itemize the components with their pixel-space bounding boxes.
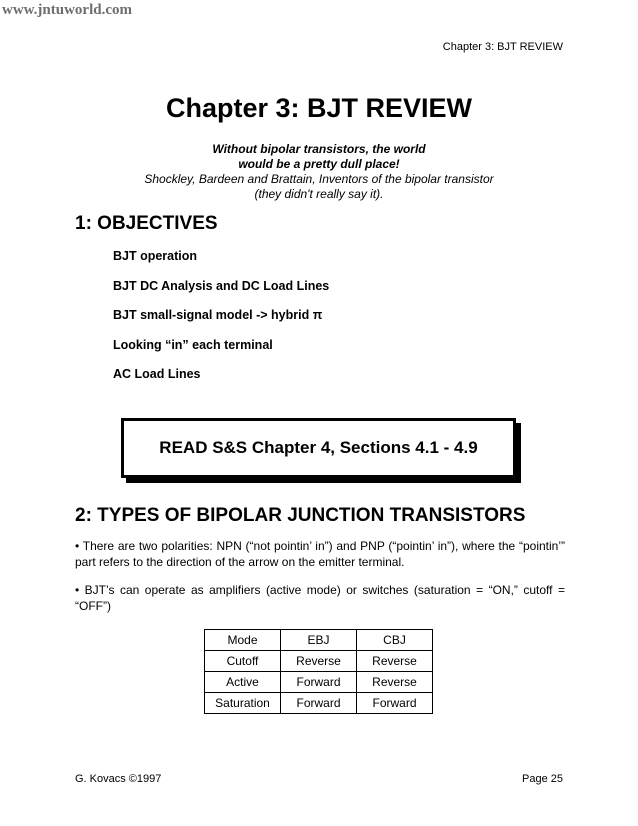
section-heading-objectives: 1: OBJECTIVES [75,213,218,234]
table-row [205,672,433,693]
paragraph-polarities: • There are two polarities: NPN (“not pointin’ in”) and PNP (“pointin’ in”), where the “pointin’” part refers to the direction of the arrow on the emitter terminal. [75,539,565,569]
objectives-list [113,247,329,395]
table-header-cell: CBJ [357,630,433,651]
table-row [205,693,433,714]
table-header-cell: EBJ [281,630,357,651]
section-heading-types: 2: TYPES OF BIPOLAR JUNCTION TRANSISTORS [75,505,526,526]
chapter-title: Chapter 3: BJT REVIEW [165,93,473,123]
list-item: Looking “in” each terminal [113,337,273,352]
epigraph-line-1: Without bipolar transistors, the world [212,142,426,156]
paragraph-modes: • BJT’s can operate as amplifiers (active mode) or switches (saturation = “ON,” cutoff = “OFF”) [75,583,565,613]
list-item: BJT DC Analysis and DC Load Lines [113,278,330,293]
watermark: www.jntuworld.com [2,2,132,18]
list-item: AC Load Lines [113,367,201,381]
table-cell: Reverse [357,651,433,672]
table-row [205,651,433,672]
footer-page-number: Page 25 [522,773,563,785]
list-item: BJT operation [113,249,198,263]
table-header-cell: Mode [205,630,281,651]
modes-table [204,629,433,714]
epigraph [0,142,638,202]
read-box-text: READ S&S Chapter 4, Sections 4.1 - 4.9 [159,438,478,457]
footer-author: G. Kovacs ©1997 [75,773,162,785]
epigraph-line-3: Shockley, Bardeen and Brattain, Inventors of the bipolar transistor [144,172,494,186]
table-cell: Active [205,672,281,693]
table-cell: Saturation [205,693,281,714]
epigraph-line-4: (they didn't really say it). [254,187,384,201]
table-cell: Forward [281,672,357,693]
running-header: Chapter 3: BJT REVIEW [442,41,563,53]
list-item: BJT small-signal model -> hybrid π [113,308,323,322]
epigraph-line-2: would be a pretty dull place! [238,157,400,171]
table-cell: Forward [281,693,357,714]
table-cell: Reverse [281,651,357,672]
table-header-row [205,630,433,651]
read-box [124,421,513,475]
table-cell: Forward [357,693,433,714]
table-cell: Cutoff [205,651,281,672]
table-cell: Reverse [357,672,433,693]
